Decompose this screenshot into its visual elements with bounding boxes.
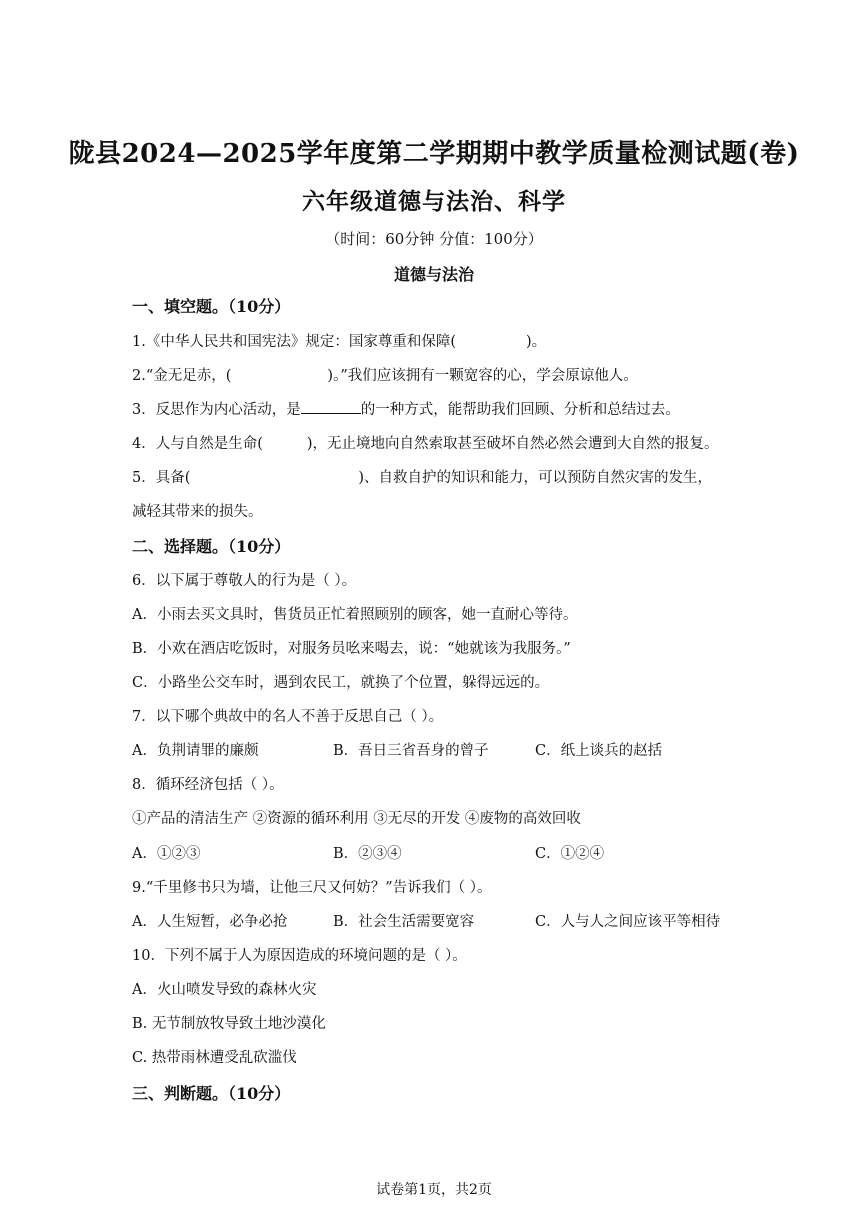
question-2-text: 2.“金无足赤，( bbox=[132, 368, 232, 384]
exam-title: 陇县2024—2025学年度第二学期期中教学质量检测试题(卷) bbox=[68, 139, 800, 169]
question-6-option-c: C．小路坐公交车时，遇到农民工，就换了个位置，躲得远远的。 bbox=[132, 675, 550, 691]
question-7-option-b: B．吾日三省吾身的曾子 bbox=[333, 743, 489, 759]
question-1-text: 1.《中华人民共和国宪法》规定：国家尊重和保障( bbox=[132, 334, 456, 350]
section-choice-heading: 二、选择题。（10分） bbox=[132, 537, 291, 556]
question-1-text-end: )。 bbox=[526, 334, 547, 350]
question-7-option-a: A．负荆请罪的廉颇 bbox=[132, 743, 259, 759]
answer-blank bbox=[301, 399, 361, 414]
question-6: 6．以下属于尊敬人的行为是（ ）。 bbox=[132, 573, 357, 589]
question-8: 8．循环经济包括（ ）。 bbox=[132, 777, 284, 793]
question-4 bbox=[132, 432, 719, 453]
question-9-option-a: A．人生短暂，必争必抢 bbox=[132, 914, 288, 930]
question-4-text-end: )，无止境地向自然索取甚至破坏自然必然会遭到大自然的报复。 bbox=[306, 436, 719, 452]
question-5 bbox=[132, 466, 712, 487]
question-8-option-c: C．①②④ bbox=[535, 846, 605, 862]
question-8-items: ①产品的清洁生产 ②资源的循环利用 ③无尽的开发 ④废物的高效回收 bbox=[132, 811, 581, 827]
question-10-option-c: C. 热带雨林遭受乱砍滥伐 bbox=[132, 1050, 297, 1066]
section-fill-heading: 一、填空题。（10分） bbox=[132, 297, 291, 316]
question-3 bbox=[132, 398, 680, 419]
question-2 bbox=[132, 364, 638, 385]
exam-time-score: （时间：60分钟 分值：100分） bbox=[325, 230, 543, 248]
subject-heading: 道德与法治 bbox=[393, 265, 474, 284]
question-9-option-c: C．人与人之间应该平等相待 bbox=[535, 914, 721, 930]
question-2-text-end: )。”我们应该拥有一颗宽容的心，学会原谅他人。 bbox=[327, 368, 638, 384]
question-6-option-b: B．小欢在酒店吃饭时，对服务员吆来喝去，说：“她就该为我服务。” bbox=[132, 641, 571, 657]
section-judge-heading: 三、判断题。（10分） bbox=[132, 1084, 291, 1103]
question-10: 10．下列不属于人为原因造成的环境问题的是（ ）。 bbox=[132, 948, 467, 964]
question-5-continuation: 减轻其带来的损失。 bbox=[132, 504, 263, 520]
question-8-option-b: B．②③④ bbox=[333, 846, 402, 862]
question-4-text: 4．人与自然是生命( bbox=[132, 436, 263, 452]
question-10-option-b: B. 无节制放牧导致土地沙漠化 bbox=[132, 1016, 326, 1032]
exam-subtitle: 六年级道德与法治、科学 bbox=[302, 188, 566, 215]
question-9: 9.“千里修书只为墙，让他三尺又何妨？”告诉我们（ ）。 bbox=[132, 880, 492, 896]
question-9-option-b: B．社会生活需要宽容 bbox=[333, 914, 475, 930]
question-8-option-a: A．①②③ bbox=[132, 846, 201, 862]
question-5-text-end: )、自救自护的知识和能力，可以预防自然灾害的发生， bbox=[358, 470, 713, 486]
question-3-text: 3．反思作为内心活动，是 bbox=[132, 402, 301, 418]
question-1 bbox=[132, 330, 546, 351]
question-10-option-a: A．火山喷发导致的森林火灾 bbox=[132, 982, 317, 998]
question-7: 7．以下哪个典故中的名人不善于反思自己（ ）。 bbox=[132, 709, 444, 725]
question-7-option-c: C．纸上谈兵的赵括 bbox=[535, 743, 663, 759]
question-5-text: 5．具备( bbox=[132, 470, 191, 486]
page-footer: 试卷第1页，共2页 bbox=[376, 1182, 492, 1198]
question-6-option-a: A．小雨去买文具时，售货员正忙着照顾别的顾客，她一直耐心等待。 bbox=[132, 607, 578, 623]
question-3-text-end: 的一种方式，能帮助我们回顾、分析和总结过去。 bbox=[360, 402, 680, 418]
